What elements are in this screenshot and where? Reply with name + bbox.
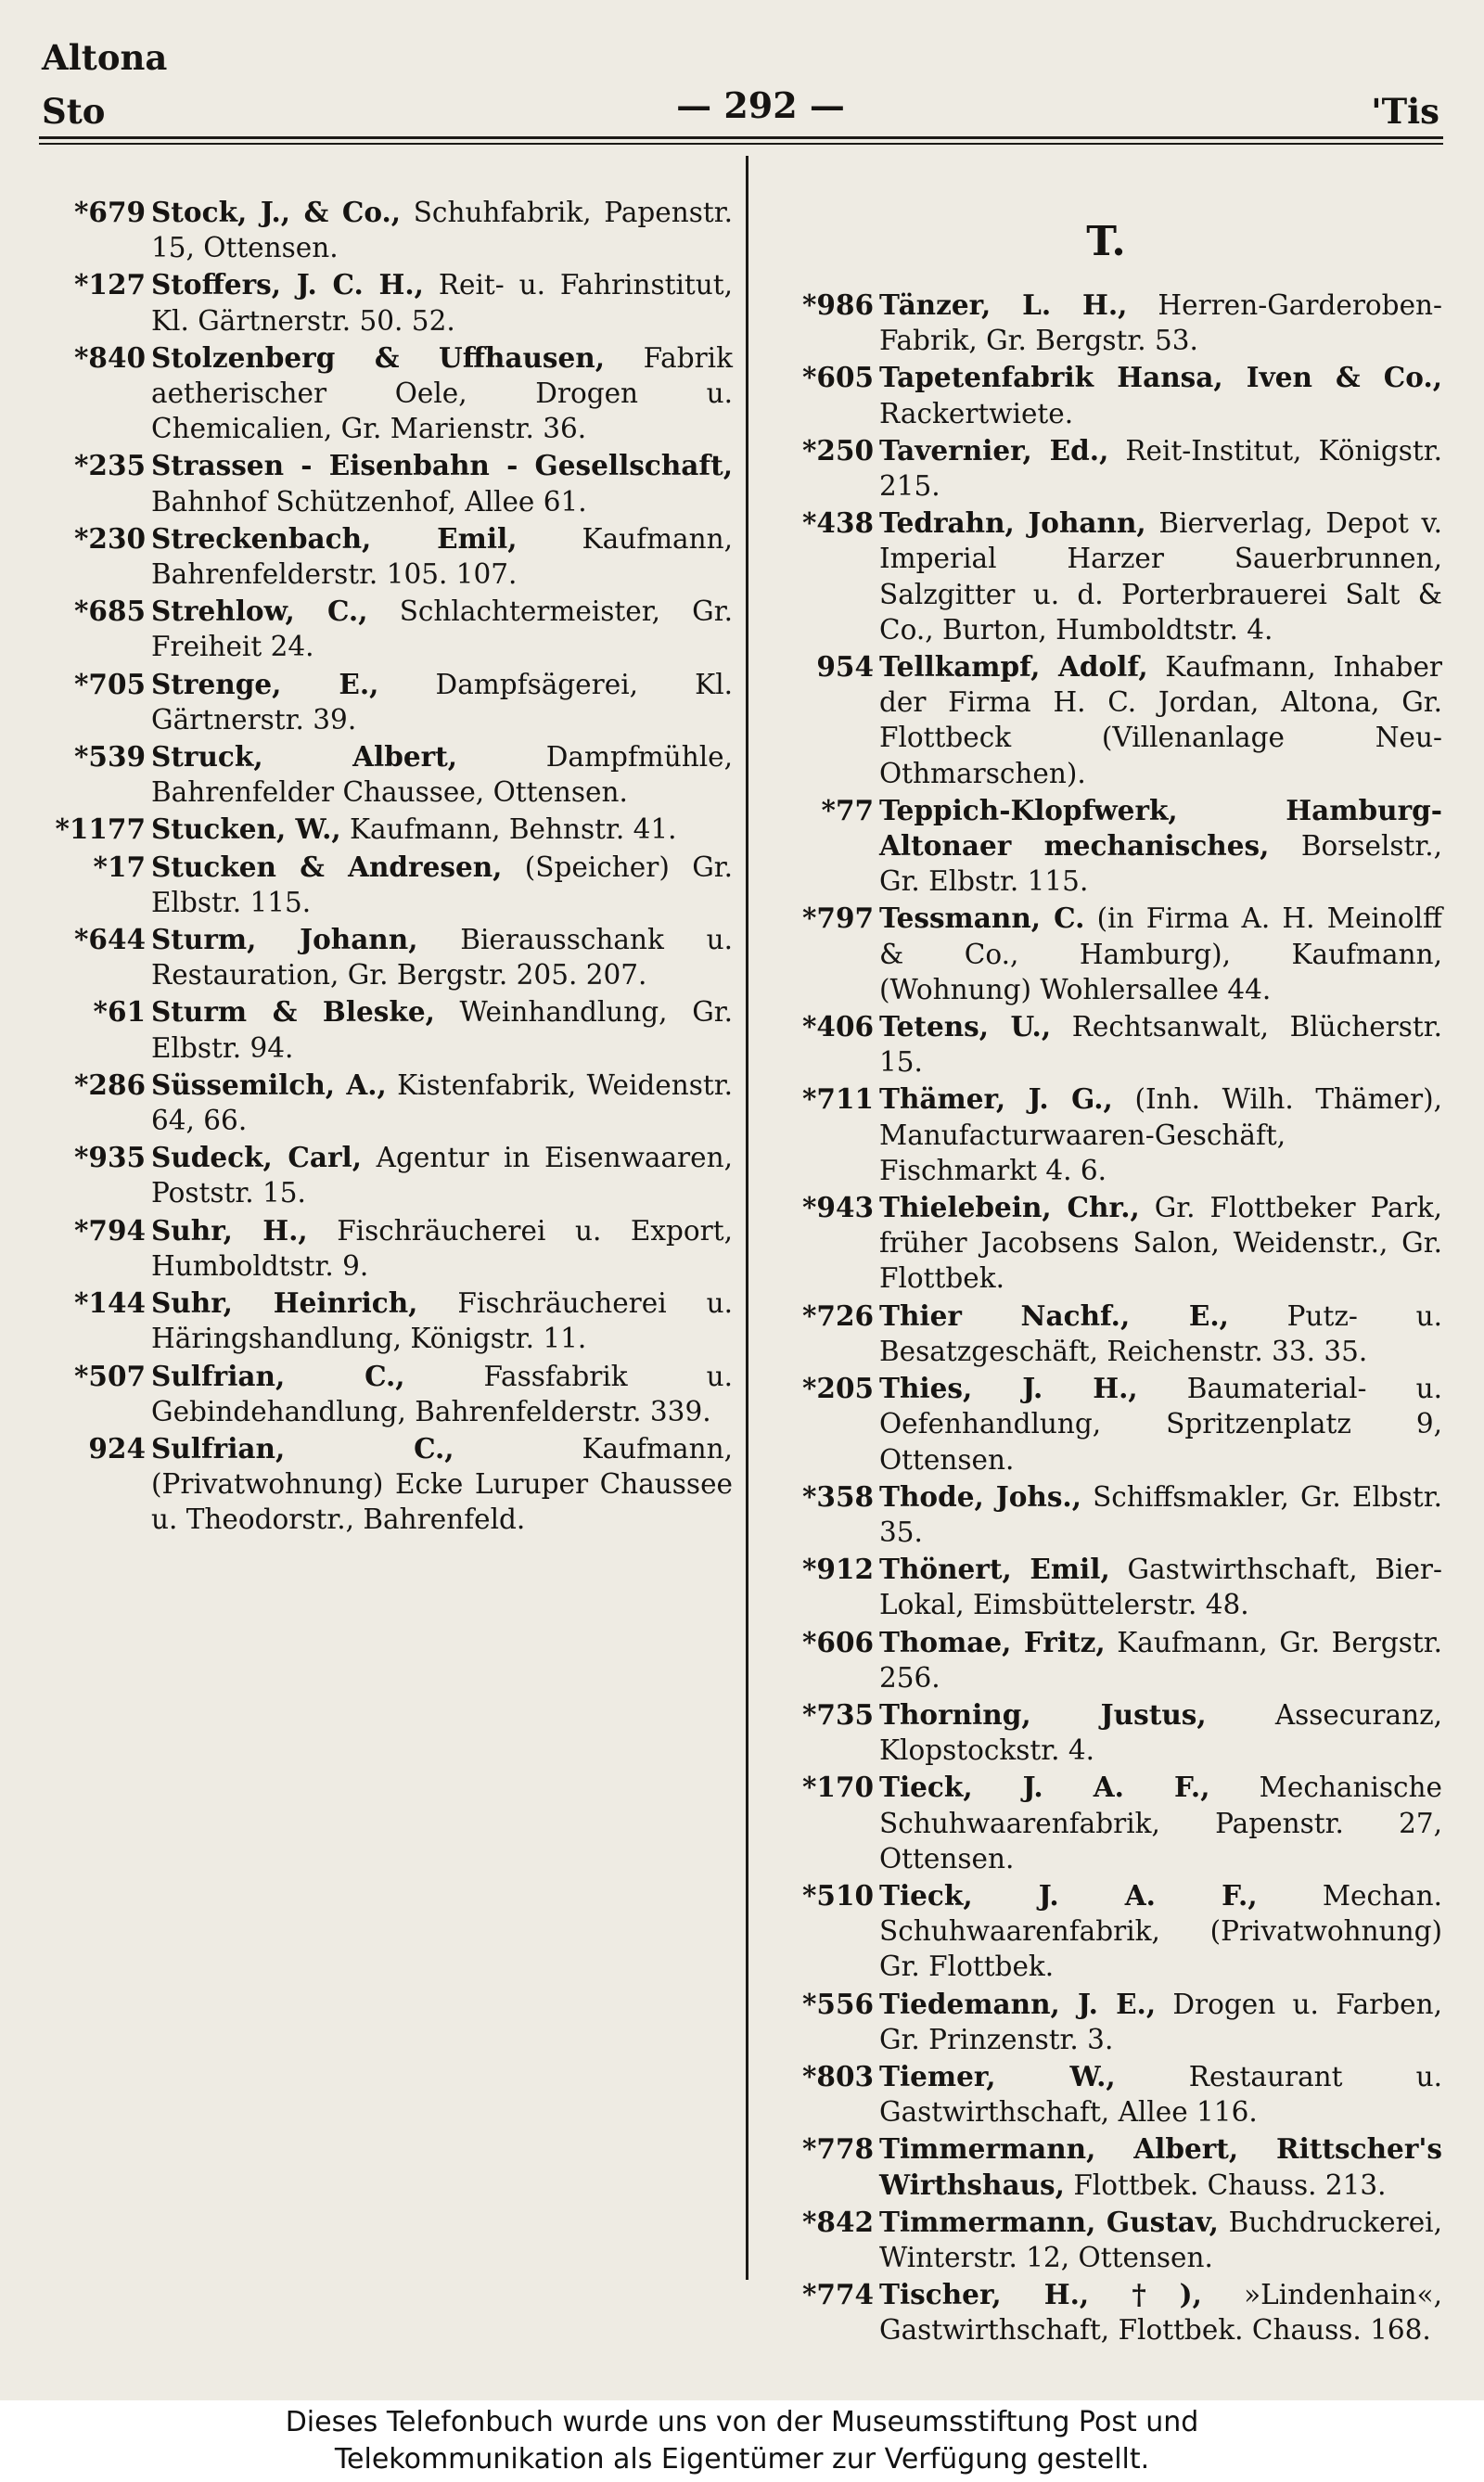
entry-body [151, 850, 733, 920]
entry-name: Tieck, J. A. F., [879, 1878, 1258, 1912]
entry-details: Agentur in Eisenwaaren, Poststr. 15. [151, 1142, 733, 1209]
entry-details: Fischräucherei u. Häringshandlung, Königstr. 11. [151, 1287, 733, 1355]
directory-entry [42, 1359, 733, 1429]
entry-details: Reit-Institut, Königstr. 215. [879, 434, 1442, 503]
phone-number: *679 [73, 196, 146, 228]
directory-entry [770, 1552, 1442, 1622]
header-range-end: 'Tis [1371, 91, 1439, 132]
entry-body [879, 2277, 1442, 2348]
entry-name: Strassen - Eisenbahn - Gesellschaft, [151, 449, 733, 482]
entry-details: Borselstr., Gr. Elbstr. 115. [879, 830, 1442, 898]
entry-body [879, 1625, 1442, 1695]
entry-details: Restaurant u. Gastwirthschaft, Allee 116. [879, 2060, 1442, 2129]
entry-details: Fassfabrik u. Gebindehandlung, Bahrenfelderstr. 339. [151, 1360, 733, 1427]
phone-number: *17 [93, 850, 146, 883]
entry-name: Suhr, Heinrich, [151, 1286, 418, 1320]
phone-number: *912 [801, 1553, 874, 1586]
entry-body [879, 1987, 1442, 2057]
entry-body [151, 1213, 733, 1284]
directory-entry [42, 922, 733, 992]
phone-number: *726 [801, 1299, 874, 1332]
entry-name: Stucken, W., [151, 812, 341, 846]
directory-entry [770, 1697, 1442, 1768]
entry-name: Tavernier, Ed., [879, 433, 1109, 467]
phone-number: *144 [73, 1286, 146, 1320]
directory-entry [42, 850, 733, 920]
directory-entry [770, 505, 1442, 647]
column-divider [746, 156, 748, 2280]
entry-name: Thier Nachf., E., [879, 1299, 1229, 1332]
directory-entry [42, 667, 733, 737]
copyright-footer [0, 2400, 1484, 2482]
entry-body [151, 1286, 733, 1356]
entry-details: (in Firma A. H. Meinolff & Co., Hamburg), Kaufmann, (Wohnung) Wohlersallee 44. [879, 902, 1442, 1005]
entry-body [879, 901, 1442, 1007]
phone-number: *842 [801, 2205, 874, 2238]
entry-name: Süssemilch, A., [151, 1068, 387, 1101]
entry-details: Mechanische Schuhwaarenfabrik, Papenstr. 27, Ottensen. [879, 1772, 1443, 1874]
phone-number: *840 [73, 340, 146, 374]
entry-name: Thomae, Fritz, [879, 1625, 1106, 1658]
phone-number: *507 [73, 1359, 146, 1392]
directory-entry [770, 1190, 1442, 1297]
directory-entry [770, 2131, 1442, 2202]
entry-body [879, 1878, 1442, 1985]
phone-number: *735 [801, 1697, 874, 1731]
entry-name: Sturm & Bleske, [151, 995, 435, 1029]
entry-details: Gastwirthschaft, Bier-Lokal, Eimsbüttelerstr. 48. [879, 1554, 1442, 1621]
entry-details: Fabrik aetherischer Oele, Drogen u. Chemicalien, Gr. Marienstr. 36. [151, 341, 733, 445]
entry-name: Thies, J. H., [879, 1372, 1138, 1405]
directory-entry [770, 1987, 1442, 2057]
entry-name: Sulfrian, C., [151, 1359, 405, 1392]
entry-details: Kaufmann, Gr. Bergstr. 256. [879, 1626, 1442, 1694]
directory-entry [42, 448, 733, 518]
phone-number: *774 [801, 2278, 874, 2311]
entry-body [879, 288, 1442, 358]
directory-entry [770, 1009, 1442, 1080]
entry-name: Stock, J., & Co., [151, 196, 402, 228]
entry-name: Thode, Johs., [879, 1479, 1081, 1513]
directory-entry [770, 288, 1442, 358]
directory-entry [42, 340, 733, 447]
entry-details: Kaufmann, (Privatwohnung) Ecke Luruper Chaussee u. Theodorstr., Bahrenfeld. [151, 1432, 733, 1536]
footer-line-2: Telekommunikation als Eigentümer zur Verfügung gestellt. [334, 2443, 1150, 2476]
entry-details: Buchdruckerei, Winterstr. 12, Ottensen. [879, 2206, 1442, 2273]
entry-name: Streckenbach, Emil, [151, 521, 518, 555]
header-rule-bottom [39, 143, 1443, 145]
entry-body [879, 793, 1442, 900]
directory-entry [42, 1213, 733, 1284]
entry-name: Sudeck, Carl, [151, 1141, 362, 1174]
entry-details: Gr. Flottbeker Park, früher Jacobsens Salon, Weidenstr., Gr. Flottbek. [879, 1192, 1442, 1295]
entry-details: Schuhfabrik, Papenstr. 15, Ottensen. [151, 197, 733, 264]
entry-details: Kaufmann, Behnstr. 41. [340, 813, 677, 846]
entry-body [151, 594, 733, 664]
phone-number: *711 [801, 1082, 874, 1116]
phone-number: *1177 [55, 812, 146, 846]
entry-body [879, 433, 1442, 504]
entry-body [151, 448, 733, 518]
directory-entry [770, 1299, 1442, 1369]
header-range-start: Sto [42, 91, 106, 132]
entry-body [879, 1081, 1442, 1188]
header-place: Altona [42, 37, 168, 78]
phone-number: *61 [93, 995, 146, 1029]
entry-body [879, 1371, 1442, 1478]
entry-body [151, 1431, 733, 1538]
entry-name: Suhr, H., [151, 1213, 308, 1247]
phone-number: 954 [816, 650, 874, 684]
footer-line-1: Dieses Telefonbuch wurde uns von der Museumsstiftung Post und [285, 2406, 1199, 2438]
right-column [770, 288, 1442, 2350]
entry-name: Tiemer, W., [879, 2059, 1116, 2092]
phone-number: *644 [73, 923, 146, 956]
entry-details: Schiffsmakler, Gr. Elbstr. 35. [879, 1480, 1442, 1548]
entry-details: Herren-Garderoben-Fabrik, Gr. Bergstr. 53. [879, 289, 1442, 357]
entry-body [879, 2059, 1442, 2130]
entry-name: Timmermann, Gustav, [879, 2205, 1219, 2238]
entry-details: Drogen u. Farben, Gr. Prinzenstr. 3. [879, 1988, 1442, 2055]
directory-entry [42, 267, 733, 338]
directory-entry [42, 994, 733, 1065]
entry-details: (Inh. Wilh. Thämer), Manufacturwaaren-Geschäft, Fischmarkt 4. 6. [879, 1083, 1443, 1186]
directory-entry [770, 2059, 1442, 2130]
phone-number: *170 [801, 1771, 874, 1804]
entry-details: Kistenfabrik, Weidenstr. 64, 66. [151, 1068, 733, 1137]
entry-name: Teppich-Klopfwerk, Hamburg-Altonaer mechanisches, [879, 793, 1442, 863]
directory-entry [42, 1286, 733, 1356]
phone-number: 924 [88, 1431, 146, 1465]
entry-name: Stucken & Andresen, [151, 850, 503, 883]
left-column [42, 195, 733, 1540]
phone-number: *205 [801, 1372, 874, 1405]
entry-details: Baumaterial- u. Oefenhandlung, Spritzenplatz 9, Ottensen. [879, 1373, 1442, 1476]
header-page-number: — 292 — [676, 84, 845, 126]
entry-name: Struck, Albert, [151, 740, 458, 774]
phone-number: *358 [801, 1479, 874, 1513]
phone-number: *556 [801, 1987, 874, 2020]
phone-number: *943 [801, 1191, 874, 1224]
entry-details: Fischräucherei u. Export, Humboldtstr. 9. [151, 1214, 733, 1282]
phone-number: *685 [73, 595, 146, 628]
directory-entry [42, 195, 733, 265]
entry-details: Rackertwiete. [879, 397, 1074, 429]
entry-body [879, 649, 1442, 791]
entry-details: Weinhandlung, Gr. Elbstr. 94. [151, 996, 733, 1064]
directory-entry [770, 649, 1442, 791]
phone-number: *705 [73, 667, 146, 700]
phone-number: *803 [801, 2059, 874, 2092]
entry-name: Stoffers, J. C. H., [151, 268, 424, 301]
entry-name: Stolzenberg & Uffhausen, [151, 340, 606, 374]
entry-name: Tedrahn, Johann, [879, 506, 1146, 540]
phone-number: *510 [801, 1878, 874, 1912]
entry-name: Tapetenfabrik Hansa, Iven & Co., [879, 361, 1442, 394]
directory-entry [770, 1625, 1442, 1695]
phone-number: *438 [801, 506, 874, 540]
entry-name: Thämer, J. G., [879, 1082, 1113, 1116]
entry-name: Thorning, Justus, [879, 1697, 1207, 1731]
directory-entry [42, 739, 733, 810]
entry-body [879, 1697, 1442, 1768]
phone-number: *230 [73, 521, 146, 555]
entry-body [879, 505, 1442, 647]
directory-entry [42, 594, 733, 664]
phone-number: *606 [801, 1625, 874, 1658]
entry-details: Flottbek. Chauss. 213. [1064, 2169, 1387, 2201]
directory-entry [770, 1878, 1442, 1985]
phone-number: *797 [801, 902, 874, 935]
entry-body [879, 1299, 1442, 1369]
entry-details: Schlachtermeister, Gr. Freiheit 24. [151, 595, 733, 663]
entry-details: Bierverlag, Depot v. Imperial Harzer Sauerbrunnen, Salzgitter u. d. Porterbrauerei Salt & Co., Burton, Humboldtstr. 4. [879, 507, 1443, 646]
entry-name: Strenge, E., [151, 667, 379, 700]
directory-entry [42, 1068, 733, 1138]
directory-entry [770, 1081, 1442, 1188]
phone-number: *935 [73, 1141, 146, 1174]
entry-details: Kaufmann, Inhaber der Firma H. C. Jordan, Altona, Gr. Flottbeck (Villenanlage Neu-Othmarschen). [879, 651, 1443, 789]
entry-body [151, 812, 733, 847]
phone-number: *406 [801, 1010, 874, 1043]
entry-name: Tetens, U., [879, 1010, 1052, 1043]
entry-details: Rechtsanwalt, Blücherstr. 15. [879, 1011, 1442, 1079]
header-rule-top [39, 136, 1443, 139]
entry-name: Tänzer, L. H., [879, 288, 1128, 321]
directory-entry [770, 1770, 1442, 1876]
phone-number: *605 [801, 361, 874, 394]
entry-name: Timmermann, Albert, Rittscher's Wirthshaus, [879, 2132, 1442, 2201]
entry-name: Tischer, H., †), [879, 2278, 1202, 2311]
entry-body [879, 2205, 1442, 2275]
entry-body [151, 195, 733, 265]
phone-number: *77 [821, 793, 874, 826]
entry-body [151, 739, 733, 810]
entry-body [151, 1068, 733, 1138]
entry-details: Assecuranz, Klopstockstr. 4. [879, 1698, 1442, 1767]
entry-body [151, 267, 733, 338]
entry-name: Tessmann, C. [879, 902, 1085, 935]
entry-name: Tieck, J. A. F., [879, 1771, 1210, 1804]
directory-entry [42, 521, 733, 592]
phone-number: *986 [801, 288, 874, 321]
entry-name: Thönert, Emil, [879, 1553, 1110, 1586]
entry-body [879, 1770, 1442, 1876]
directory-entry [770, 433, 1442, 504]
entry-body [879, 1190, 1442, 1297]
entry-body [151, 340, 733, 447]
phone-number: *778 [801, 2132, 874, 2166]
entry-details: Putz- u. Besatzgeschäft, Reichenstr. 33. 35. [879, 1299, 1442, 1367]
entry-body [879, 360, 1442, 430]
phone-number: *794 [73, 1213, 146, 1247]
entry-name: Tellkampf, Adolf, [879, 650, 1148, 684]
entry-body [879, 1009, 1442, 1080]
entry-body [879, 2131, 1442, 2202]
entry-details: Bierausschank u. Restauration, Gr. Bergstr. 205. 207. [151, 924, 734, 992]
entry-name: Strehlow, C., [151, 595, 368, 628]
phone-number: *127 [73, 268, 146, 301]
entry-name: Sturm, Johann, [151, 923, 418, 956]
directory-entry [770, 2277, 1442, 2348]
entry-details: Bahnhof Schützenhof, Allee 61. [151, 485, 587, 518]
entry-body [151, 994, 733, 1065]
phone-number: *539 [73, 740, 146, 774]
entry-details: (Speicher) Gr. Elbstr. 115. [151, 851, 733, 918]
entry-body [879, 1479, 1442, 1550]
section-letter: T. [1086, 218, 1126, 265]
entry-details: Dampfsägerei, Kl. Gärtnerstr. 39. [151, 668, 734, 736]
entry-name: Thielebein, Chr., [879, 1191, 1140, 1224]
entry-name: Sulfrian, C., [151, 1431, 454, 1465]
phone-number: *235 [73, 449, 146, 482]
entry-details: Dampfmühle, Bahrenfelder Chaussee, Ottensen. [151, 741, 733, 809]
entry-details: Kaufmann, Bahrenfelderstr. 105. 107. [151, 522, 734, 591]
directory-entry [770, 360, 1442, 430]
entry-body [151, 521, 733, 592]
directory-entry [42, 812, 733, 847]
directory-entry [770, 2205, 1442, 2275]
directory-entry [770, 1479, 1442, 1550]
entry-body [879, 1552, 1442, 1622]
entry-body [151, 1140, 733, 1210]
directory-entry [42, 1431, 733, 1538]
directory-entry [42, 1140, 733, 1210]
entry-body [151, 1359, 733, 1429]
entry-body [151, 922, 733, 992]
phone-number: *286 [73, 1068, 146, 1101]
entry-details: Mechan. Schuhwaarenfabrik, (Privatwohnung) Gr. Flottbek. [879, 1879, 1442, 1983]
entry-body [151, 667, 733, 737]
directory-entry [770, 793, 1442, 900]
directory-entry [770, 1371, 1442, 1478]
directory-entry [770, 901, 1442, 1007]
entry-details: »Lindenhain«, Gastwirthschaft, Flottbek. Chauss. 168. [879, 2279, 1442, 2347]
entry-name: Tiedemann, J. E., [879, 1987, 1157, 2020]
phone-number: *250 [801, 433, 874, 467]
entry-details: Reit- u. Fahrinstitut, Kl. Gärtnerstr. 50. 52. [151, 269, 733, 337]
